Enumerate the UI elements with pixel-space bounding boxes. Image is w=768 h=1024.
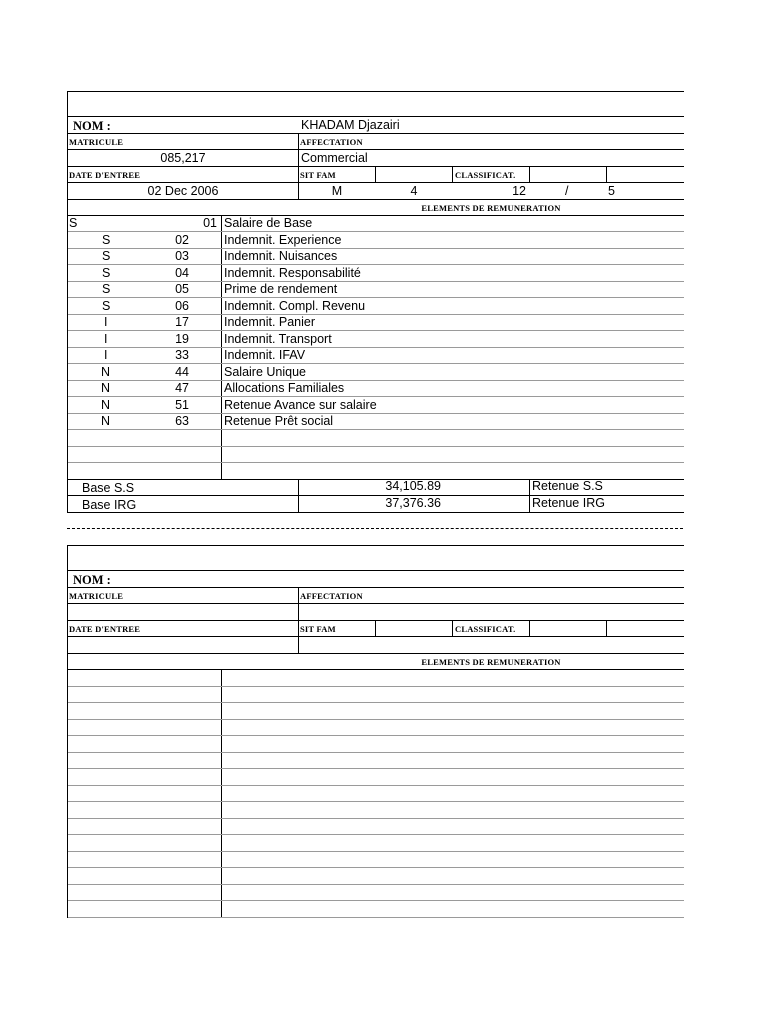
slip1-classif-echelon: 5 <box>608 184 615 198</box>
row-label: Indemnit. Panier <box>224 315 316 329</box>
row-type: S <box>102 249 111 263</box>
slip1-top-border <box>67 91 684 92</box>
slip1-classif-label: CLASSIFICAT. <box>455 170 516 180</box>
slip1-date-label: DATE D'ENTREE <box>69 170 141 180</box>
slip1-sitfam-label: SIT FAM <box>300 170 336 180</box>
row-type: N <box>101 398 111 412</box>
row-code: 03 <box>175 249 189 263</box>
slip1-classif-sep: / <box>565 184 569 198</box>
row-label: Retenue Avance sur salaire <box>224 398 377 412</box>
row-label: Allocations Familiales <box>224 381 345 395</box>
row-label: Indemnit. Compl. Revenu <box>224 299 366 313</box>
row-type: S <box>102 299 111 313</box>
slip2-affectation-label: AFFECTATION <box>300 591 363 601</box>
row-type: I <box>104 332 108 346</box>
row-code: 33 <box>175 348 189 362</box>
row-code: 04 <box>175 266 189 280</box>
slip1-classif-value: 12 <box>512 184 526 198</box>
slip1-affectation-value: Commercial <box>301 151 368 165</box>
row-code: 63 <box>175 414 189 428</box>
row-code: 19 <box>175 332 189 346</box>
row-code: 51 <box>175 398 189 412</box>
slip2-date-label: DATE D'ENTREE <box>69 624 141 634</box>
row-code: 02 <box>175 233 189 247</box>
row-type: N <box>101 365 111 379</box>
row-code: 44 <box>175 365 189 379</box>
row-type: N <box>101 414 111 428</box>
row-label: Indemnit. IFAV <box>224 348 306 362</box>
base-ss-label: Base S.S <box>82 481 135 495</box>
slip2-elements-label: ELEMENTS DE REMUNERATION <box>421 657 561 667</box>
row-code: 06 <box>175 299 189 313</box>
row-label: Salaire Unique <box>224 365 306 379</box>
slip1-sitfam-value: M <box>331 184 343 198</box>
row-type: S <box>102 282 111 296</box>
row-type: I <box>104 348 108 362</box>
row-label: Prime de rendement <box>224 282 338 296</box>
row-label: Retenue Prêt social <box>224 414 334 428</box>
row-code: 01 <box>203 216 217 230</box>
slip1-affectation-label: AFFECTATION <box>300 137 363 147</box>
row-label: Indemnit. Experience <box>224 233 342 247</box>
base-irg-value: 37,376.36 <box>385 496 441 510</box>
base-ss-value: 34,105.89 <box>385 479 441 493</box>
cut-line <box>67 528 683 529</box>
row-label: Salaire de Base <box>224 216 313 230</box>
row-type: S <box>102 233 111 247</box>
slip2-classif-label: CLASSIFICAT. <box>455 624 516 634</box>
row-label: Indemnit. Transport <box>224 332 332 346</box>
retenue-irg-label: Retenue IRG <box>532 496 605 510</box>
row-code: 47 <box>175 381 189 395</box>
row-type: S <box>102 266 111 280</box>
slip1-elements-label: ELEMENTS DE REMUNERATION <box>421 203 561 213</box>
row-code: 05 <box>175 282 189 296</box>
base-irg-label: Base IRG <box>82 498 137 512</box>
row-label: Indemnit. Nuisances <box>224 249 338 263</box>
slip1-nom-label: NOM : <box>73 119 111 133</box>
slip1-matricule-label: MATRICULE <box>69 137 124 147</box>
slip2-sitfam-label: SIT FAM <box>300 624 336 634</box>
row-type: I <box>104 315 108 329</box>
slip2-matricule-label: MATRICULE <box>69 591 124 601</box>
slip1-date-value: 02 Dec 2006 <box>147 184 219 198</box>
slip1-matricule-value: 085,217 <box>160 151 206 165</box>
slip1-sitfam-children: 4 <box>410 184 418 198</box>
row-label: Indemnit. Responsabilité <box>224 266 361 280</box>
row-type: N <box>101 381 111 395</box>
row-type: S <box>69 216 78 230</box>
row-code: 17 <box>175 315 189 329</box>
slip1-nom-value: KHADAM Djazairi <box>301 118 400 132</box>
slip2-nom-label: NOM : <box>73 573 111 587</box>
retenue-ss-label: Retenue S.S <box>532 479 603 493</box>
